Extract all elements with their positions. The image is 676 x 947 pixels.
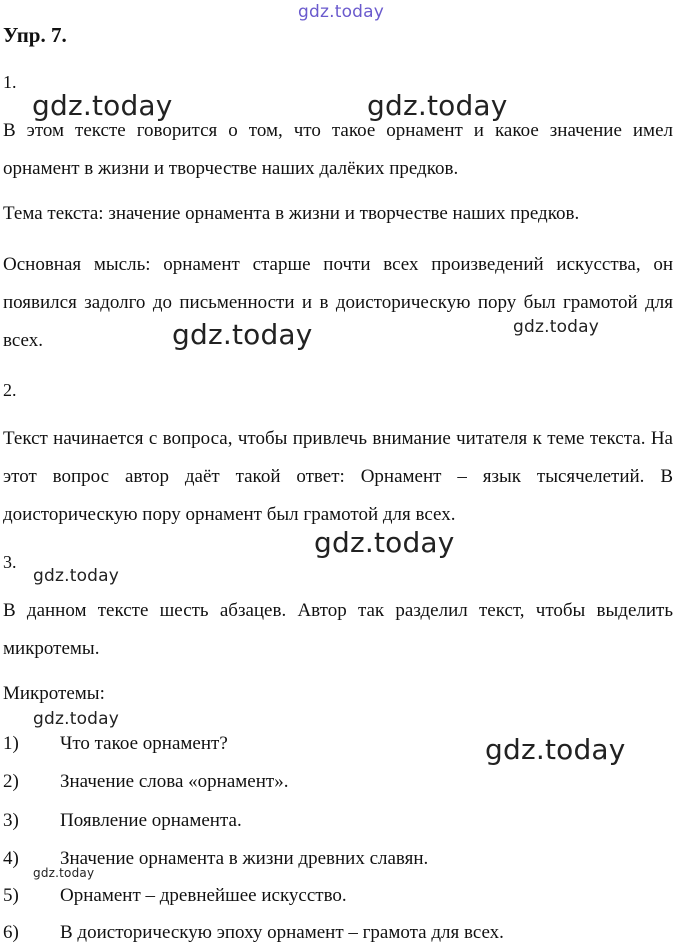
microtheme-number: 3) [3, 810, 19, 831]
section-1-number: 1. [3, 72, 17, 92]
exercise-title: Упр. 7. [3, 23, 67, 47]
microtheme-number: 6) [3, 922, 19, 943]
microtheme-item [3, 922, 504, 944]
watermark: gdz.today [33, 866, 95, 880]
watermark: gdz.today [32, 89, 173, 122]
watermark: gdz.today [298, 2, 385, 22]
microtheme-item [3, 733, 228, 755]
microtheme-number: 2) [3, 771, 19, 792]
microthemes-label: Микротемы: [3, 683, 105, 704]
microtheme-number: 1) [3, 733, 19, 754]
section-3-number: 3. [3, 552, 17, 572]
microtheme-item [3, 810, 242, 832]
microtheme-text: Появление орнамента. [60, 810, 242, 831]
microtheme-text: Значение слова «орнамент». [60, 771, 289, 792]
section-2-number: 2. [3, 380, 17, 400]
microtheme-item [3, 771, 288, 793]
microtheme-text: В доисторическую эпоху орнамент – грамота для всех. [60, 922, 504, 943]
watermark: gdz.today [314, 526, 455, 559]
section-3-paragraph: В данном тексте шесть абзацев. Автор так разделил текст, чтобы выделить микротемы. [3, 600, 673, 659]
microtheme-item [3, 885, 347, 907]
section-1-main-idea: Основная мысль: орнамент старше почти всех произведений искусства, он появился задолго до письменности и в доисторическую пору был грамотой для всех. [3, 254, 673, 351]
microtheme-text: Значение орнамента в жизни древних славян. [60, 848, 429, 869]
microtheme-number: 4) [3, 848, 19, 869]
microtheme-number: 5) [3, 885, 19, 906]
watermark: gdz.today [513, 317, 600, 337]
watermark: gdz.today [367, 89, 508, 122]
microtheme-text: Что такое орнамент? [60, 733, 228, 754]
section-1-paragraph: В этом тексте говорится о том, что такое орнамент и какое значение имел орнамент в жизни и творчестве наших далёких предков. [3, 120, 673, 179]
watermark: gdz.today [172, 318, 313, 351]
section-2-paragraph: Текст начинается с вопроса, чтобы привлечь внимание читателя к теме текста. На этот вопрос автор даёт такой ответ: Орнамент – язык тысячелетий. В доисторическую пору орнамент был грамотой для всех. [3, 428, 673, 525]
section-1-theme: Тема текста: значение орнамента в жизни и творчестве наших предков. [3, 203, 580, 224]
microtheme-text: Орнамент – древнейшее искусство. [60, 885, 347, 906]
watermark: gdz.today [33, 566, 120, 586]
watermark: gdz.today [33, 709, 120, 729]
watermark: gdz.today [485, 733, 626, 766]
